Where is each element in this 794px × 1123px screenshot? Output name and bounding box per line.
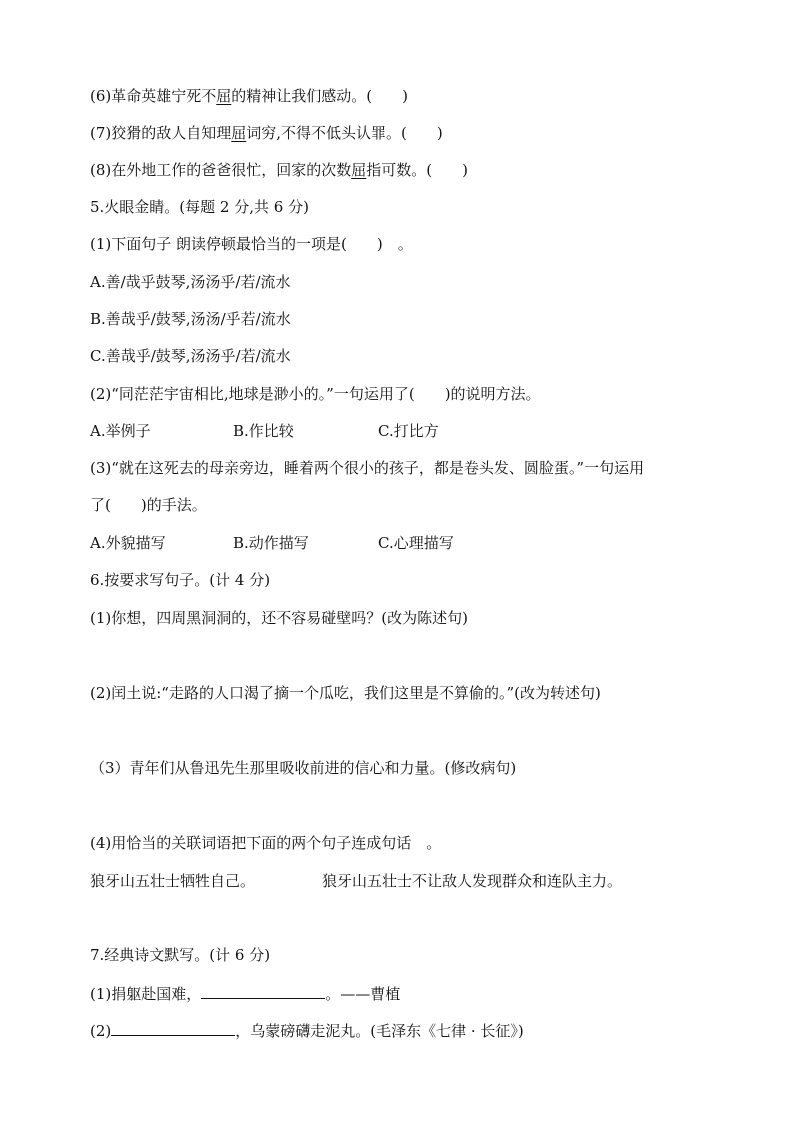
- q4-item-7: [90, 123, 443, 143]
- q5-title: 5.火眼金睛。(每题 2 分,共 6 分): [90, 198, 309, 216]
- q7-1-answer-blank[interactable]: [201, 983, 325, 999]
- q4-item-8-post: 指可数。( ): [366, 161, 468, 179]
- q5-2-option-c: C.打比方: [378, 422, 439, 440]
- q4-item-8-underlined: 屈: [351, 161, 367, 179]
- q5-3-option-a: A.外貌描写: [90, 534, 166, 552]
- q5-3-option-c: C.心理描写: [378, 534, 454, 552]
- q6-3-prompt: （3）青年们从鲁迅先生那里吸收前进的信心和力量。(修改病句): [90, 759, 517, 777]
- q4-item-6-underlined: 屈: [216, 87, 232, 105]
- q7-1-post: 。——曹植: [325, 985, 401, 1003]
- q7-1-pre: (1)捐躯赴国难，: [90, 985, 202, 1003]
- q4-item-6-pre: (6)革命英雄宁死不: [90, 87, 217, 105]
- q5-2-option-a: A.举例子: [90, 422, 151, 440]
- q4-item-8-pre: (8)在外地工作的爸爸很忙，回家的次数: [90, 161, 352, 179]
- q4-item-7-pre: (7)狡猾的敌人自知理: [90, 124, 232, 142]
- q5-1-option-a: A.善/哉乎鼓琴,汤汤乎/若/流水: [90, 273, 291, 291]
- q7-title: 7.经典诗文默写。(计 6 分): [90, 946, 271, 964]
- q6-4-sentence-b: 狼牙山五壮士不让敌人发现群众和连队主力。: [322, 872, 623, 890]
- q7-1-line: [90, 983, 400, 1004]
- q4-item-7-underlined: 屈: [231, 124, 247, 142]
- q6-1-prompt: (1)你想，四周黑洞洞的，还不容易碰壁吗？(改为陈述句): [90, 609, 468, 627]
- q4-item-8: [90, 160, 468, 180]
- q7-2-line: [90, 1020, 524, 1041]
- q5-1-stem: (1)下面句子 朗读停顿最恰当的一项是( ) 。: [90, 235, 413, 253]
- q5-2-option-b: B.作比较: [233, 422, 294, 440]
- q5-1-option-b: B.善哉乎/鼓琴,汤汤/乎若/流水: [90, 310, 291, 328]
- q5-3-stem-line-2: 了( )的手法。: [90, 496, 207, 514]
- q5-3-stem-line-1: (3)“就在这死去的母亲旁边，睡着两个很小的孩子，都是卷头发、圆脸蛋。”一句运用: [90, 459, 645, 477]
- q4-item-6: [90, 86, 408, 106]
- q7-2-post: ，乌蒙磅礴走泥丸。(毛泽东《七律 · 长征》): [235, 1022, 524, 1040]
- q5-1-option-c: C.善哉乎/鼓琴,汤汤乎/若/流水: [90, 347, 291, 365]
- q6-title: 6.按要求写句子。(计 4 分): [90, 571, 271, 589]
- q5-2-stem: (2)“同茫茫宇宙相比,地球是渺小的。”一句运用了( )的说明方法。: [90, 385, 541, 403]
- q6-4-prompt: (4)用恰当的关联词语把下面的两个句子连成句话 。: [90, 834, 442, 852]
- q4-item-7-post: 词穷,不得不低头认罪。( ): [246, 124, 443, 142]
- q7-2-answer-blank[interactable]: [111, 1020, 235, 1036]
- q6-2-prompt: (2)闰土说:“走路的人口渴了摘一个瓜吃，我们这里是不算偷的。”(改为转述句): [90, 684, 601, 702]
- q4-item-6-post: 的精神让我们感动。( ): [231, 87, 408, 105]
- q6-4-sentence-a: 狼牙山五壮士牺牲自己。: [90, 872, 256, 890]
- q5-3-option-b: B.动作描写: [233, 534, 309, 552]
- q7-2-pre: (2): [90, 1022, 112, 1040]
